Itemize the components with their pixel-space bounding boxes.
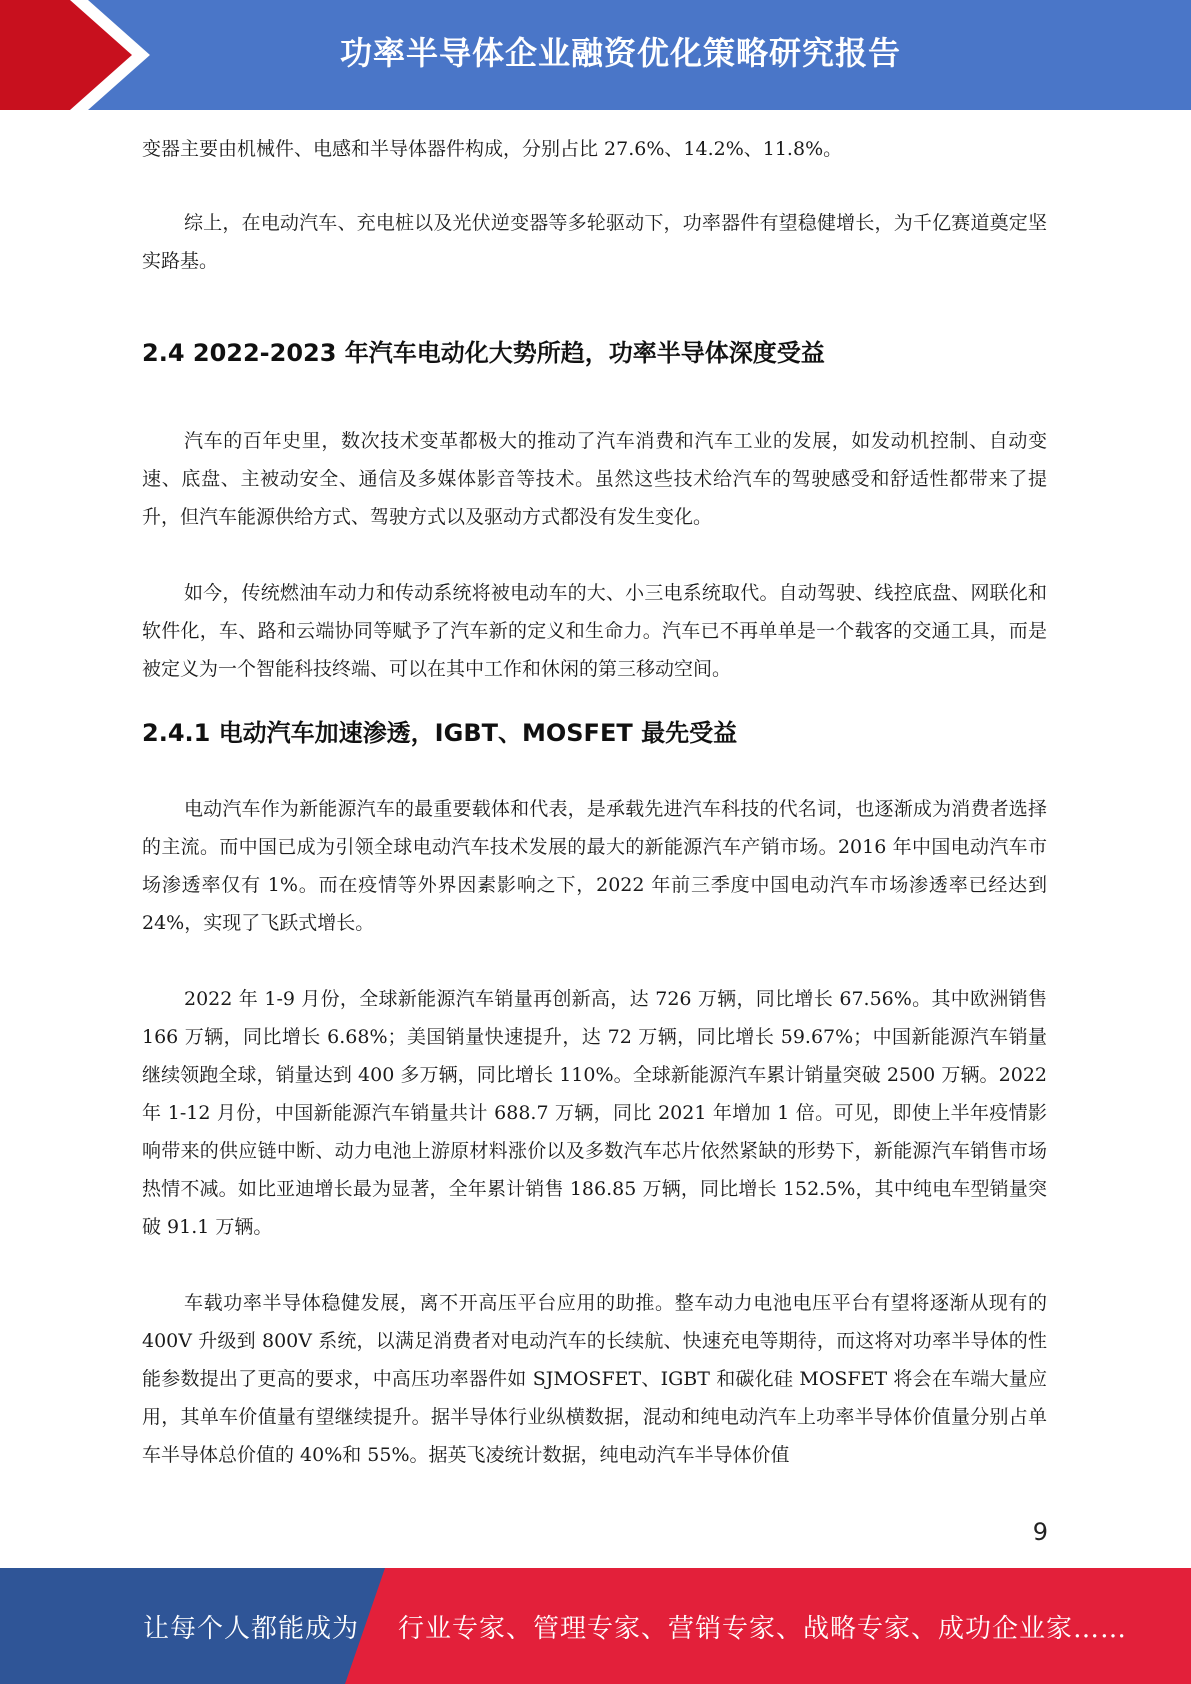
page-header xyxy=(0,0,1191,110)
paragraph: 变器主要由机械件、电感和半导体器件构成，分别占比 27.6%、14.2%、11.8%。 xyxy=(142,138,843,160)
document-body xyxy=(142,130,1047,1474)
paragraph: 2022 年 1-9 月份，全球新能源汽车销量再创新高，达 726 万辆，同比增长 67.56%。其中欧洲销售 166 万辆，同比增长 6.68%；美国销量快速提升，达 72 万辆，同比增长 59.67%；中国新能源汽车销量继续领跑全球，销量达到 400 多万辆，同比增长 110%。全球新能源汽车累计销量突破 2500 万辆。2022 年 1-12 月份，中国新能源汽车销量共计 688.7 万辆，同比 2021 年增加 1 倍。可见，即使上半年疫情影响带来的供应链中断、动力电池上游原材料涨价以及多数汽车芯片依然紧缺的形势下，新能源汽车销售市场热情不减。如比亚迪增长最为显著，全年累计销售 186.85 万辆，同比增长 152.5%，其中纯电车型销量突破 91.1 万辆。 xyxy=(142,988,1047,1238)
page-footer xyxy=(0,1568,1191,1684)
report-title: 功率半导体企业融资优化策略研究报告 xyxy=(339,34,901,72)
header-red-arrow xyxy=(0,0,150,110)
paragraph: 电动汽车作为新能源汽车的最重要载体和代表，是承载先进汽车科技的代名词，也逐渐成为消费者选择的主流。而中国已成为引领全球电动汽车技术发展的最大的新能源汽车产销市场。2016 年中国电动汽车市场渗透率仅有 1%。而在疫情等外界因素影响之下，2022 年前三季度中国电动汽车市场渗透率已经达到 24%，实现了飞跃式增长。 xyxy=(142,798,1047,934)
footer-slogan-right: 行业专家、管理专家、营销专家、战略专家、成功企业家…… xyxy=(398,1614,1128,1644)
paragraph: 汽车的百年史里，数次技术变革都极大的推动了汽车消费和汽车工业的发展，如发动机控制、自动变速、底盘、主被动安全、通信及多媒体影音等技术。虽然这些技术给汽车的驾驶感受和舒适性都带来了提升，但汽车能源供给方式、驾驶方式以及驱动方式都没有发生变化。 xyxy=(142,430,1047,528)
paragraph: 综上，在电动汽车、充电桩以及光伏逆变器等多轮驱动下，功率器件有望稳健增长，为千亿赛道奠定坚实路基。 xyxy=(142,212,1047,272)
section-heading: 2.4 2022-2023 年汽车电动化大势所趋，功率半导体深度受益 xyxy=(142,339,825,367)
page-number: 9 xyxy=(1032,1518,1048,1546)
paragraph: 如今，传统燃油车动力和传动系统将被电动车的大、小三电系统取代。自动驾驶、线控底盘、网联化和软件化，车、路和云端协同等赋予了汽车新的定义和生命力。汽车已不再单单是一个载客的交通工具，而是被定义为一个智能科技终端、可以在其中工作和休闲的第三移动空间。 xyxy=(142,582,1047,680)
paragraph: 车载功率半导体稳健发展，离不开高压平台应用的助推。整车动力电池电压平台有望将逐渐从现有的 400V 升级到 800V 系统，以满足消费者对电动汽车的长续航、快速充电等期待，而这将对功率半导体的性能参数提出了更高的要求，中高压功率器件如 SJMOSFET、IGBT 和碳化硅 MOSFET 将会在车端大量应用，其单车价值量有望继续提升。据半导体行业纵横数据，混动和纯电动汽车上功率半导体价值量分别占单车半导体总价值的 40%和 55%。据英飞凌统计数据，纯电动汽车半导体价值 xyxy=(142,1292,1047,1466)
footer-slogan-left: 让每个人都能成为 xyxy=(143,1614,360,1644)
subsection-heading: 2.4.1 电动汽车加速渗透，IGBT、MOSFET 最先受益 xyxy=(142,719,738,747)
